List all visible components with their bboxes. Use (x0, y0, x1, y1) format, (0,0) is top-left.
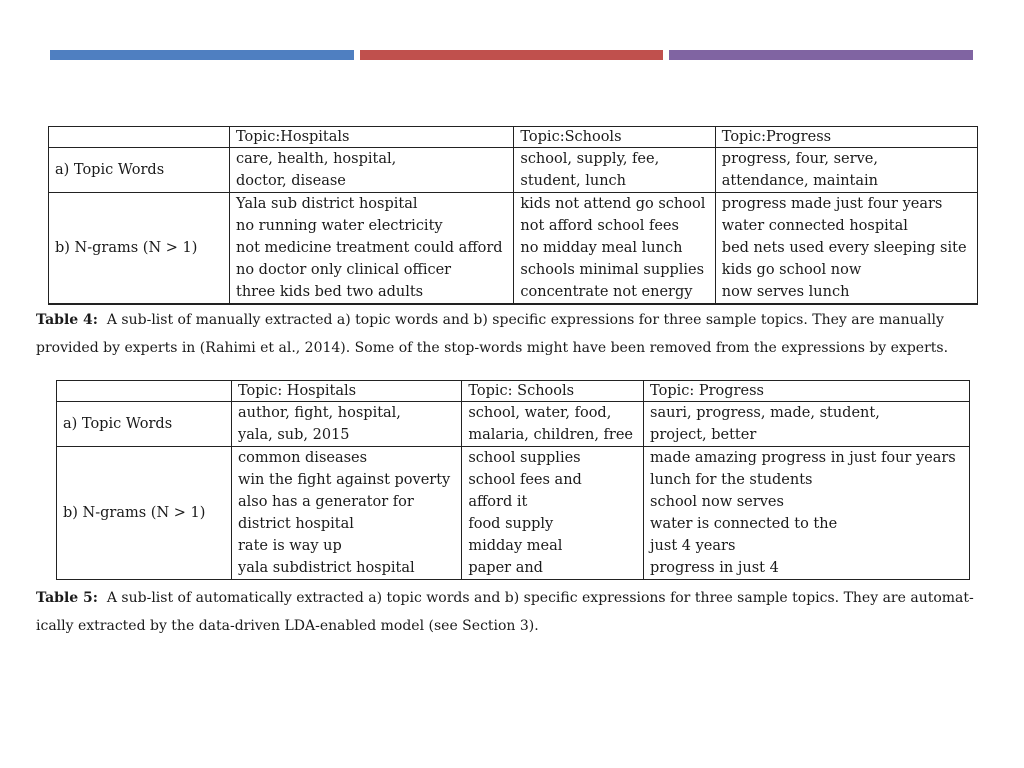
cell-line: concentrate not energy (520, 284, 693, 300)
header-cell-empty (49, 127, 230, 148)
table-row-topic-words (57, 402, 970, 447)
table-header-row (49, 127, 978, 148)
cell-line: school, supply, fee, (520, 151, 660, 167)
header-cell-empty (57, 381, 232, 402)
caption-label: Table 4: (36, 312, 98, 328)
cell-ngrams-progress (644, 447, 970, 580)
cell-line: just 4 years (650, 538, 736, 554)
header-cell-hospitals: Topic: Hospitals (232, 381, 462, 402)
accent-bar-purple (669, 50, 973, 60)
header-cell-progress: Topic: Progress (644, 381, 970, 402)
cell-line: three kids bed two adults (236, 284, 424, 300)
table-4 (48, 126, 978, 305)
cell-line: made amazing progress in just four years (650, 450, 956, 466)
cell-line: also has a generator for (238, 494, 414, 510)
caption-text: A sub-list of automatically extracted a) topic words and b) specific expressions for three sample topics. They are automat- (106, 590, 974, 606)
table-row-ngrams (57, 447, 970, 580)
table-5 (56, 380, 970, 580)
cell-topic-words-progress (715, 148, 977, 193)
cell-line: no doctor only clinical officer (236, 262, 452, 278)
cell-line: now serves lunch (721, 284, 850, 300)
cell-ngrams-hospitals (232, 447, 462, 580)
cell-line: attendance, maintain (721, 173, 879, 189)
table-4-caption (36, 306, 948, 362)
cell-line: Yala sub district hospital (236, 196, 418, 212)
cell-line: progress in just 4 (650, 560, 779, 576)
header-cell-progress: Topic:Progress (715, 127, 977, 148)
caption-label: Table 5: (36, 590, 98, 606)
caption-line (36, 584, 974, 612)
header-cell-schools: Topic: Schools (462, 381, 644, 402)
cell-line: kids go school now (721, 262, 862, 278)
row-label-ngrams: b) N-grams (N > 1) (49, 193, 230, 305)
cell-line: midday meal (468, 538, 563, 554)
cell-line: common diseases (238, 450, 368, 466)
cell-line: kids not attend go school (520, 196, 706, 212)
cell-ngrams-hospitals (230, 193, 514, 305)
cell-line: water connected hospital (721, 218, 908, 234)
table-row-topic-words (49, 148, 978, 193)
row-label-topic-words: a) Topic Words (57, 402, 232, 447)
cell-topic-words-schools (514, 148, 715, 193)
cell-topic-words-schools (462, 402, 644, 447)
cell-line: progress made just four years (721, 196, 943, 212)
cell-topic-words-hospitals (230, 148, 514, 193)
cell-line: win the fight against poverty (238, 472, 451, 488)
cell-line: project, better (650, 427, 757, 443)
cell-line: afford it (468, 494, 528, 510)
cell-line: water is connected to the (650, 516, 838, 532)
table-row-ngrams (49, 193, 978, 305)
cell-line: district hospital (238, 516, 354, 532)
cell-line: not afford school fees (520, 218, 679, 234)
cell-line: rate is way up (238, 538, 342, 554)
caption-text: A sub-list of manually extracted a) topic words and b) specific expressions for three sample topics. They are manually (106, 312, 944, 328)
cell-line: yala subdistrict hospital (238, 560, 415, 576)
cell-topic-words-hospitals (232, 402, 462, 447)
cell-line: school supplies (468, 450, 581, 466)
caption-line: provided by experts in (Rahimi et al., 2014). Some of the stop-words might have been removed from the expressions by experts. (36, 340, 949, 356)
cell-line: yala, sub, 2015 (238, 427, 350, 443)
header-cell-hospitals: Topic:Hospitals (230, 127, 514, 148)
accent-bar-red (360, 50, 663, 60)
row-label-ngrams: b) N-grams (N > 1) (57, 447, 232, 580)
header-cell-schools: Topic:Schools (514, 127, 715, 148)
cell-topic-words-progress (644, 402, 970, 447)
cell-line: not medicine treatment could afford (236, 240, 503, 256)
cell-line: no midday meal lunch (520, 240, 683, 256)
table-header-row (57, 381, 970, 402)
row-label-topic-words: a) Topic Words (49, 148, 230, 193)
caption-line (36, 306, 948, 334)
cell-line: sauri, progress, made, student, (650, 405, 880, 421)
cell-line: no running water electricity (236, 218, 443, 234)
cell-line: paper and (468, 560, 543, 576)
cell-line: bed nets used every sleeping site (721, 240, 967, 256)
cell-line: lunch for the students (650, 472, 813, 488)
cell-ngrams-progress (715, 193, 977, 305)
cell-line: doctor, disease (236, 173, 346, 189)
cell-ngrams-schools (514, 193, 715, 305)
cell-line: care, health, hospital, (236, 151, 397, 167)
cell-line: progress, four, serve, (721, 151, 878, 167)
cell-line: school now serves (650, 494, 784, 510)
cell-line: school fees and (468, 472, 582, 488)
cell-line: school, water, food, (468, 405, 612, 421)
cell-line: student, lunch (520, 173, 627, 189)
cell-line: schools minimal supplies (520, 262, 705, 278)
caption-line: ically extracted by the data-driven LDA-enabled model (see Section 3). (36, 618, 539, 634)
table-5-caption (36, 584, 974, 640)
cell-line: food supply (468, 516, 554, 532)
cell-ngrams-schools (462, 447, 644, 580)
cell-line: author, fight, hospital, (238, 405, 401, 421)
accent-bar-blue (50, 50, 354, 60)
cell-line: malaria, children, free (468, 427, 634, 443)
